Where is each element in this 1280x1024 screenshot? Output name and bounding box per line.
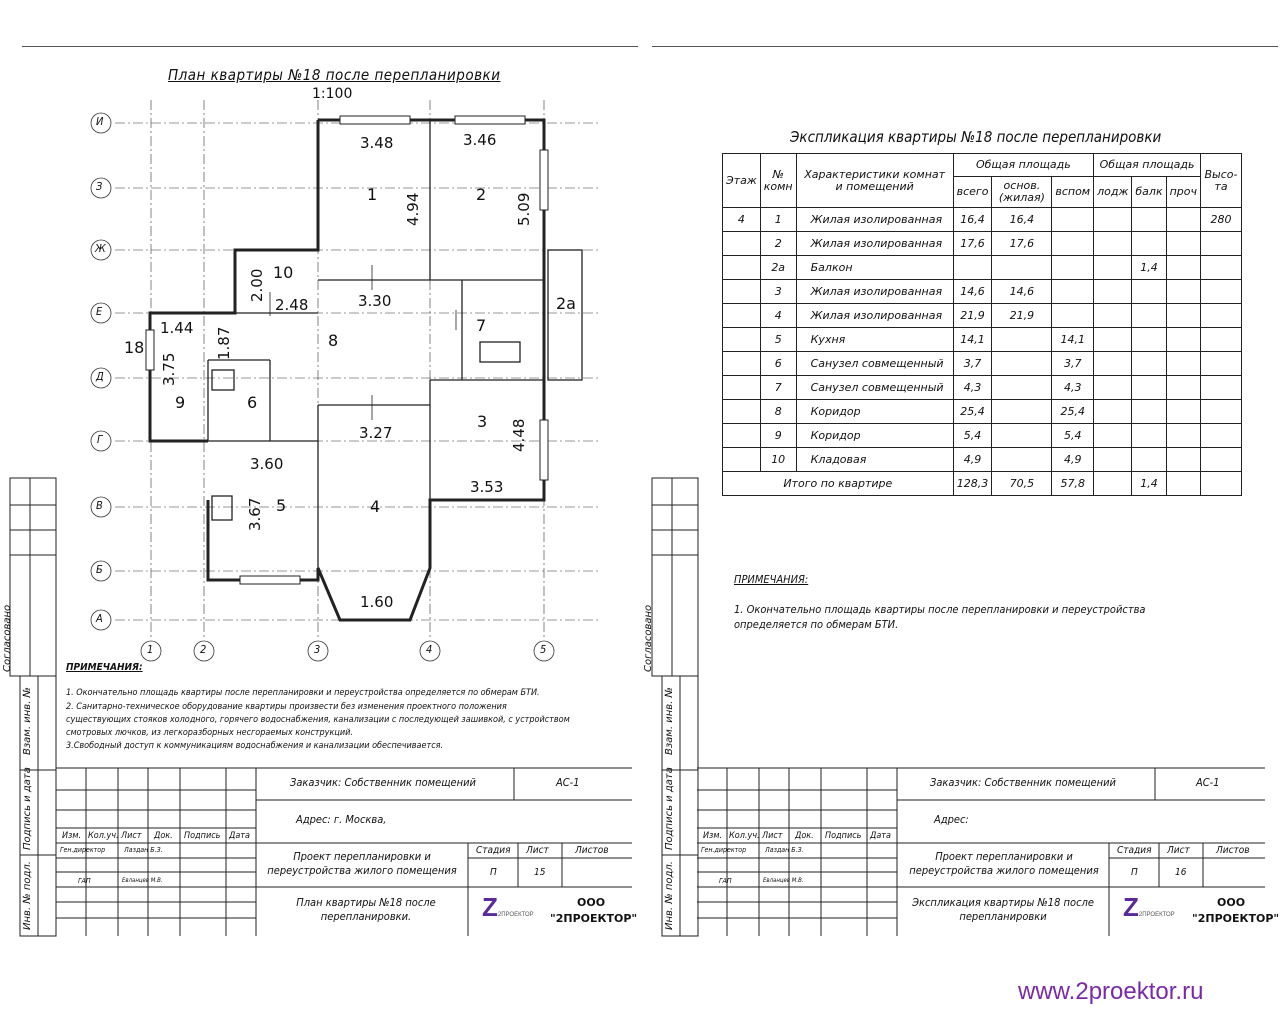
table-cell: 6	[760, 352, 796, 376]
table-cell: 4,9	[1052, 448, 1094, 472]
website-link[interactable]: www.2proektor.ru	[1018, 978, 1204, 1005]
stamp-col: Кол.уч.	[88, 831, 119, 841]
table-cell: 14,6	[953, 280, 992, 304]
side-label: Согласовано	[643, 604, 654, 672]
table-cell: 16,4	[953, 208, 992, 232]
table-cell: 280	[1201, 208, 1242, 232]
stamp-col: Док.	[795, 831, 814, 841]
room-number: 18	[124, 338, 145, 357]
room-number: 2	[476, 185, 487, 204]
header-total-area: Общая площадь	[953, 154, 1093, 177]
room-number: 5	[276, 496, 287, 515]
table-cell: 5	[760, 328, 796, 352]
room-number: 7	[476, 316, 487, 335]
company-logo: Z2ПРОЕКТОР	[1123, 892, 1175, 922]
dimension-label: 3.53	[470, 478, 504, 496]
table-cell: 25,4	[1052, 400, 1094, 424]
table-cell: 16,4	[992, 208, 1052, 232]
dimension-label: 3.60	[250, 455, 284, 473]
stamp-col: Лист	[121, 831, 142, 841]
axis-label-row: Б	[96, 563, 103, 576]
stamp-project: Проект перепланировки и переустройства жилого помещения	[267, 850, 457, 877]
axis-label-row: Г	[97, 433, 103, 446]
table-cell: 14,1	[953, 328, 992, 352]
note-line: смотровых лючков, из легкоразборных несгораемых конструкций.	[66, 728, 353, 738]
dimension-label: 3.30	[358, 292, 392, 310]
total-aux: 57,8	[1052, 472, 1094, 496]
stamp-sheet: 16	[1175, 867, 1187, 878]
axis-label-row: Ж	[95, 242, 106, 255]
stamp-customer: Заказчик: Собственник помещений	[290, 776, 476, 789]
side-label: Инв. № подл.	[664, 861, 675, 930]
dimension-label: 2.00	[248, 268, 266, 302]
table-cell: 9	[760, 424, 796, 448]
axis-label-row: В	[96, 499, 103, 512]
dimension-label: 3.46	[463, 131, 497, 149]
side-label: Взам. инв. №	[22, 687, 33, 755]
side-label: Подпись и дата	[22, 767, 33, 850]
stamp-person: Лаздан Б.З.	[124, 846, 163, 854]
side-label: Инв. № подл.	[22, 861, 33, 930]
axis-label-row: Е	[96, 305, 103, 318]
stamp-stage-label: Стадия	[1117, 845, 1152, 856]
header-main: основ. (жилая)	[992, 177, 1052, 208]
table-cell: 25,4	[953, 400, 992, 424]
total-balcony: 1,4	[1132, 472, 1166, 496]
stamp-sheets-label: Листов	[1216, 845, 1250, 856]
header-all: всего	[953, 177, 992, 208]
header-aux: вспом	[1052, 177, 1094, 208]
stamp-sheet: 15	[534, 867, 546, 878]
table-cell: 4,3	[953, 376, 992, 400]
table-cell: Жилая изолированная	[796, 208, 953, 232]
dimension-label: 4.94	[404, 192, 422, 226]
company-prefix: ООО	[1217, 896, 1246, 909]
table-cell: 3,7	[953, 352, 992, 376]
room-number: 9	[175, 393, 186, 412]
stamp-col: Подпись	[825, 831, 862, 841]
table-cell: 5,4	[953, 424, 992, 448]
company-prefix: ООО	[577, 896, 606, 909]
table-cell: Жилая изолированная	[796, 304, 953, 328]
table-cell: Кладовая	[796, 448, 953, 472]
dimension-label: 2.48	[275, 296, 309, 314]
stamp-role: Ген.директор	[60, 846, 106, 854]
table-cell: Жилая изолированная	[796, 280, 953, 304]
note-line: 2. Санитарно-техническое оборудование квартиры произвести без изменения проектного положения	[66, 702, 507, 712]
table-cell: 5,4	[1052, 424, 1094, 448]
table-cell: Коридор	[796, 400, 953, 424]
stamp-role: ГАП	[78, 877, 91, 885]
dimension-label: 1.87	[215, 326, 233, 360]
header-height: Высо-та	[1201, 154, 1242, 208]
room-number: 2а	[556, 294, 576, 313]
header-num: № комн	[760, 154, 796, 208]
table-cell: 4,9	[953, 448, 992, 472]
stamp-person: Лаздан Б.З.	[765, 846, 804, 854]
stamp-col: Дата	[870, 831, 891, 841]
stamp-role: ГАП	[719, 877, 732, 885]
table-cell: 8	[760, 400, 796, 424]
note-line: 1. Окончательно площадь квартиры после перепланировки и переустройства определяется по обмерам БТИ.	[66, 688, 540, 698]
stamp-project: Проект перепланировки и переустройства жилого помещения	[909, 850, 1099, 877]
stamp-col: Изм.	[703, 831, 723, 841]
dimension-label: 3.75	[160, 352, 178, 386]
axis-label-row: Д	[96, 370, 104, 383]
table-cell: Санузел совмещенный	[796, 376, 953, 400]
stamp-person: Евланцев М.В.	[763, 877, 804, 884]
table-cell: 2а	[760, 256, 796, 280]
stamp-stage: П	[1131, 867, 1138, 878]
company-name: "2ПРОЕКТОР"	[1192, 912, 1280, 925]
dimension-label: 3.27	[359, 424, 393, 442]
table-cell: 7	[760, 376, 796, 400]
notes-title: ПРИМЕЧАНИЯ:	[734, 573, 809, 586]
header-total-area-2: Общая площадь	[1094, 154, 1201, 177]
dimension-label: 3.48	[360, 134, 394, 152]
stamp-customer: Заказчик: Собственник помещений	[930, 776, 1116, 789]
stamp-sheets-label: Листов	[575, 845, 609, 856]
stamp-col: Док.	[154, 831, 173, 841]
total-label: Итого по квартире	[723, 472, 954, 496]
stamp-col: Дата	[229, 831, 250, 841]
table-cell: 21,9	[992, 304, 1052, 328]
table-cell: 17,6	[992, 232, 1052, 256]
axis-label-col: 5	[540, 643, 547, 656]
stamp-code: АС-1	[1196, 776, 1220, 789]
stamp-drawing: План квартиры №18 после перепланировки.	[296, 896, 436, 923]
note-line: 3.Свободный доступ к коммуникациям водоснабжения и канализации обеспечивается.	[66, 741, 444, 751]
dimension-label: 4.48	[510, 418, 528, 452]
table-cell: 14,6	[992, 280, 1052, 304]
company-logo: Z2ПРОЕКТОР	[482, 892, 534, 922]
note-line: 1. Окончательно площадь квартиры после перепланировки и переустройства	[734, 603, 1146, 616]
dimension-label: 3.67	[246, 497, 264, 531]
room-number: 3	[477, 412, 488, 431]
room-number: 8	[328, 331, 339, 350]
stamp-person: Евланцев М.В.	[122, 877, 163, 884]
axis-label-row: И	[96, 115, 104, 128]
table-cell: 14,1	[1052, 328, 1094, 352]
stamp-role: Ген.директор	[701, 846, 747, 854]
room-number: 10	[273, 263, 294, 282]
total-all: 128,3	[953, 472, 992, 496]
table-cell: Кухня	[796, 328, 953, 352]
table-cell: 3	[760, 280, 796, 304]
room-number: 1	[367, 185, 378, 204]
table-cell: Коридор	[796, 424, 953, 448]
header-floor: Этаж	[723, 154, 761, 208]
table-cell: 10	[760, 448, 796, 472]
notes-title: ПРИМЕЧАНИЯ:	[66, 662, 143, 673]
plan-scale: 1:100	[312, 86, 353, 102]
table-cell: 2	[760, 232, 796, 256]
room-number: 4	[370, 497, 381, 516]
table-cell: 4	[723, 208, 761, 232]
axis-label-col: 4	[426, 643, 433, 656]
side-label: Подпись и дата	[664, 767, 675, 850]
side-label: Согласовано	[2, 604, 13, 672]
header-loggia: лодж	[1094, 177, 1132, 208]
company-name: "2ПРОЕКТОР"	[550, 912, 638, 925]
header-desc: Характеристики комнат и помещений	[796, 154, 953, 208]
plan-title: План квартиры №18 после перепланировки	[168, 66, 501, 84]
table-cell: 17,6	[953, 232, 992, 256]
note-line: существующих стояков холодного, горячего водоснабжения, канализации с последующей зашивкой, с устройством	[66, 715, 570, 725]
room-number: 6	[247, 393, 258, 412]
table-cell: Жилая изолированная	[796, 232, 953, 256]
stamp-address: Адрес: г. Москва,	[296, 813, 387, 826]
stamp-sheet-label: Лист	[1167, 845, 1190, 856]
stamp-col: Подпись	[184, 831, 221, 841]
axis-label-col: 2	[200, 643, 207, 656]
table-cell: 3,7	[1052, 352, 1094, 376]
dimension-label: 5.09	[515, 192, 533, 226]
table-cell: 4	[760, 304, 796, 328]
table-cell: 1	[760, 208, 796, 232]
table-cell: 4,3	[1052, 376, 1094, 400]
axis-label-col: 1	[147, 643, 154, 656]
stamp-col: Изм.	[62, 831, 82, 841]
dimension-label: 1.60	[360, 593, 394, 611]
stamp-col: Лист	[762, 831, 783, 841]
table-cell: 21,9	[953, 304, 992, 328]
table-cell: Балкон	[796, 256, 953, 280]
stamp-drawing: Экспликация квартиры №18 после перепланировки	[912, 896, 1094, 923]
stamp-stage: П	[490, 867, 497, 878]
side-label: Взам. инв. №	[664, 687, 675, 755]
stamp-col: Кол.уч.	[729, 831, 760, 841]
table-cell: Санузел совмещенный	[796, 352, 953, 376]
stamp-stage-label: Стадия	[476, 845, 511, 856]
explication-title: Экспликация квартиры №18 после перепланировки	[790, 128, 1162, 146]
header-other: проч	[1166, 177, 1200, 208]
note-line: определяется по обмерам БТИ.	[734, 618, 899, 631]
stamp-code: АС-1	[556, 776, 580, 789]
header-balcony: балк	[1132, 177, 1166, 208]
dimension-label: 1.44	[160, 319, 194, 337]
axis-label-row: З	[96, 180, 103, 193]
table-cell: 1,4	[1132, 256, 1166, 280]
axis-label-col: 3	[314, 643, 321, 656]
stamp-address: Адрес:	[934, 813, 969, 826]
stamp-sheet-label: Лист	[526, 845, 549, 856]
axis-label-row: А	[96, 612, 103, 625]
total-main: 70,5	[992, 472, 1052, 496]
